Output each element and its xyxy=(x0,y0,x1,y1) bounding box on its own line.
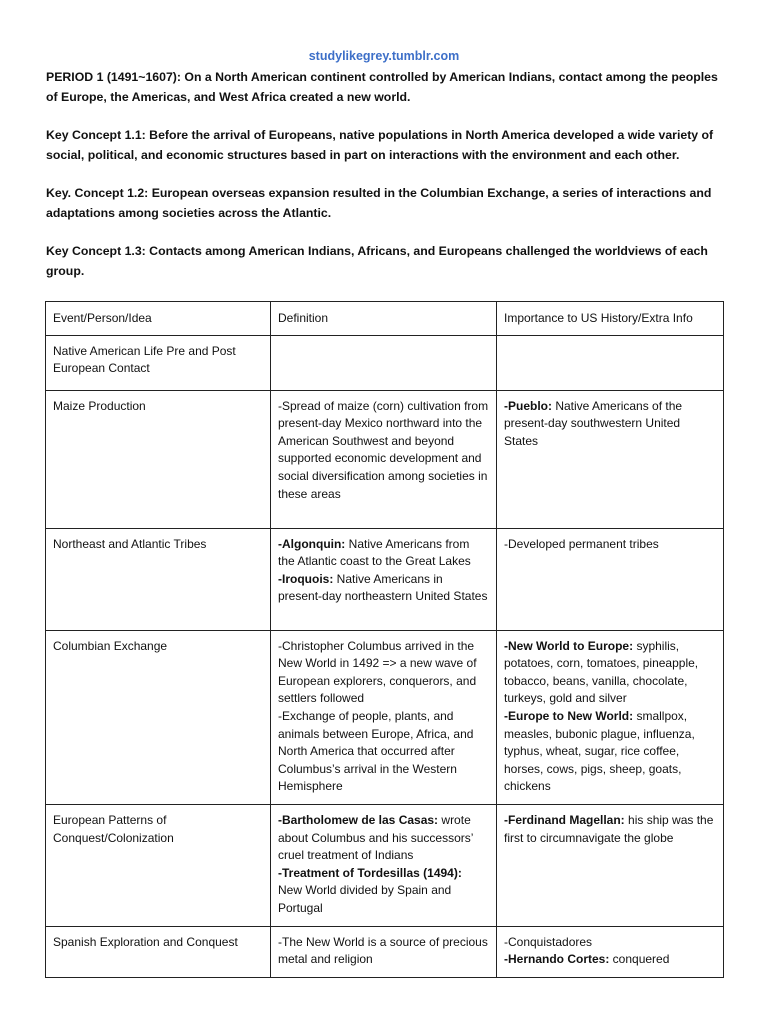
key-concept-1-1: Key Concept 1.1: Before the arrival of Europeans, native populations in North America developed a wide variety of social, political, and economic structures based in part on interactions with the environment and each other. xyxy=(46,128,714,162)
key-concept-1-3: Key Concept 1.3: Contacts among American Indians, Africans, and Europeans challenged the worldviews of each group. xyxy=(46,244,708,278)
entry-text: -Exchange of people, plants, and animals between Europe, Africa, and North America that occurred after Columbus’s arrival in the Western Hemisphere xyxy=(278,708,474,794)
entry-term: -Bartholomew de las Casas: xyxy=(278,812,439,827)
period-intro: PERIOD 1 (1491~1607): On a North American continent controlled by American Indians, contact among the peoples of Europe, the Americas, and West Africa created a new world. xyxy=(46,70,718,104)
event-cell: Northeast and Atlantic Tribes xyxy=(46,528,271,630)
definition-cell xyxy=(271,528,497,630)
table-row xyxy=(46,926,724,977)
entry-term: -Iroquois: xyxy=(278,571,334,586)
entry-term: -Algonquin: xyxy=(278,536,346,551)
entry-term: -Treatment of Tordesillas (1494): xyxy=(278,865,462,880)
entry-text: syphilis, potatoes, corn, tomatoes, pineapple, tobacco, beans, vanilla, chocolate, turkeys, gold and silver xyxy=(504,638,699,706)
entry-text: -Developed permanent tribes xyxy=(504,536,659,551)
definition-cell xyxy=(271,804,497,926)
importance-entry xyxy=(504,398,716,451)
definition-entry xyxy=(278,398,489,504)
site-link[interactable]: studylikegrey.tumblr.com xyxy=(308,49,460,63)
definition-cell xyxy=(271,926,497,977)
notes-table xyxy=(45,301,724,978)
importance-cell xyxy=(497,630,724,804)
header-importance: Importance to US History/Extra Info xyxy=(497,302,724,336)
entry-text: Native Americans of the present-day southwestern United States xyxy=(504,398,683,448)
definition-entry xyxy=(278,865,489,918)
importance-entry xyxy=(504,708,716,796)
entry-text: Native Americans in present-day northeastern United States xyxy=(278,571,488,604)
importance-cell xyxy=(497,335,724,390)
table-row xyxy=(46,804,724,926)
entry-term: -New World to Europe: xyxy=(504,638,634,653)
definition-cell xyxy=(271,630,497,804)
table-row xyxy=(46,390,724,528)
event-cell: Spanish Exploration and Conquest xyxy=(46,926,271,977)
entry-text: -Spread of maize (corn) cultivation from present-day Mexico northward into the American Southwest and beyond supported economic development and social diversification among societies in these areas xyxy=(278,398,489,501)
definition-entry xyxy=(278,708,489,796)
definition-cell xyxy=(271,335,497,390)
importance-cell xyxy=(497,926,724,977)
entry-text: conquered xyxy=(609,952,670,967)
entry-text: Native Americans from the Atlantic coast to the Great Lakes xyxy=(278,536,471,569)
importance-entry xyxy=(504,951,716,969)
entry-text: -Christopher Columbus arrived in the New World in 1492 => a new wave of European explorers, conquerors, and settlers followed xyxy=(278,638,477,706)
table-row xyxy=(46,630,724,804)
importance-cell xyxy=(497,390,724,528)
definition-entry xyxy=(278,812,489,865)
importance-cell xyxy=(497,528,724,630)
event-cell: Maize Production xyxy=(46,390,271,528)
table-header-row xyxy=(46,302,724,336)
importance-entry xyxy=(504,536,716,554)
importance-entry xyxy=(504,638,716,708)
table-row xyxy=(46,335,724,390)
entry-text: smallpox, measles, bubonic plague, influenza, typhus, wheat, sugar, rice coffee, horses, cows, pigs, sheep, goats, chickens xyxy=(504,708,695,794)
event-cell: Native American Life Pre and Post European Contact xyxy=(46,335,271,390)
entry-term: -Ferdinand Magellan: xyxy=(504,812,625,827)
entry-term: -Pueblo: xyxy=(504,398,552,413)
table-body xyxy=(46,335,724,977)
entry-text: -Conquistadores xyxy=(504,934,593,949)
definition-entry xyxy=(278,638,489,708)
entry-text: -The New World is a source of precious metal and religion xyxy=(278,934,488,967)
importance-entry xyxy=(504,934,716,952)
definition-entry xyxy=(278,934,489,969)
table-row xyxy=(46,528,724,630)
definition-cell xyxy=(271,390,497,528)
event-cell: Columbian Exchange xyxy=(46,630,271,804)
header-definition: Definition xyxy=(271,302,497,336)
entry-term: -Hernando Cortes: xyxy=(504,952,610,967)
entry-text: his ship was the first to circumnavigate the globe xyxy=(504,812,714,845)
header-event: Event/Person/Idea xyxy=(46,302,271,336)
entry-term: -Europe to New World: xyxy=(504,708,634,723)
importance-entry xyxy=(504,812,716,847)
key-concept-1-2: Key. Concept 1.2: European overseas expansion resulted in the Columbian Exchange, a series of interactions and adaptations among societies across the Atlantic. xyxy=(46,186,712,220)
importance-cell xyxy=(497,804,724,926)
event-cell: European Patterns of Conquest/Colonization xyxy=(46,804,271,926)
definition-entry xyxy=(278,571,489,606)
entry-text: wrote about Columbus and his successors’ cruel treatment of Indians xyxy=(278,812,473,863)
entry-text: New World divided by Spain and Portugal xyxy=(278,883,452,915)
definition-entry xyxy=(278,536,489,571)
